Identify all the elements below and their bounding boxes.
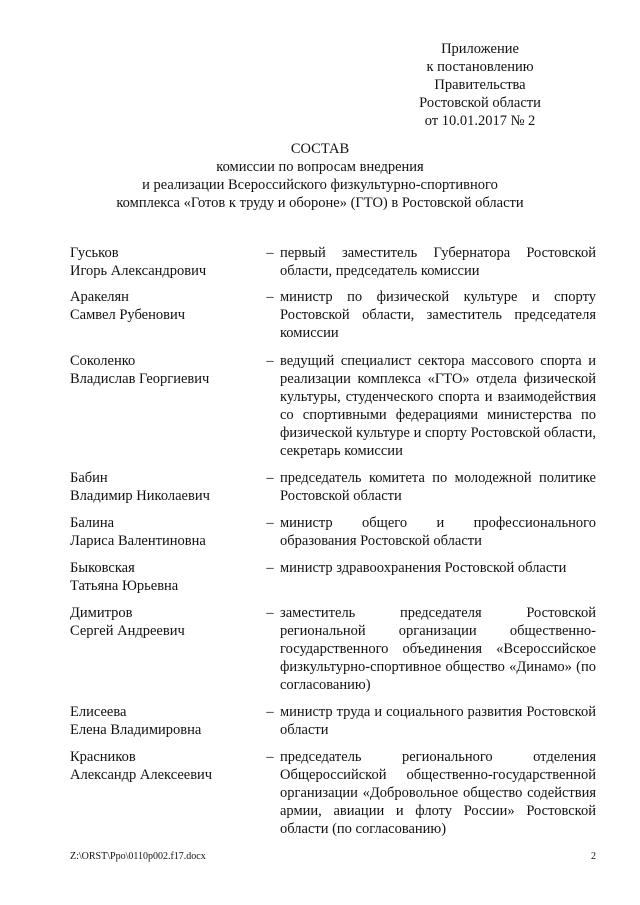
member-row (70, 352, 596, 460)
member-dash: – (266, 515, 274, 531)
member-dash: – (266, 605, 274, 621)
member-dash: – (266, 704, 274, 720)
member-given-name: Сергей Андреевич (70, 623, 185, 639)
member-name (70, 748, 260, 838)
member-given-name: Игорь Александрович (70, 263, 207, 279)
member-dash: – (266, 470, 274, 486)
member-row (70, 604, 596, 694)
member-dash: – (266, 245, 274, 261)
appendix-line: Правительства (434, 77, 526, 93)
member-row (70, 244, 596, 280)
member-given-name: Татьяна Юрьевна (70, 578, 179, 594)
member-name (70, 703, 260, 739)
member-given-name: Александр Алексеевич (70, 767, 213, 783)
appendix-date-line: от 10.01.2017 № 2 (424, 113, 536, 129)
member-dash: – (266, 353, 274, 369)
member-role: министр общего и профессионального образования Ростовской области (280, 515, 596, 549)
member-name (70, 244, 260, 280)
member-name (70, 288, 260, 342)
member-given-name: Лариса Валентиновна (70, 533, 206, 549)
appendix-line: Ростовской области (419, 95, 541, 111)
appendix-line: Приложение (441, 41, 519, 57)
member-surname: Димитров (70, 605, 133, 621)
member-name (70, 514, 260, 550)
member-row (70, 514, 596, 550)
member-name (70, 559, 260, 595)
member-dash: – (266, 560, 274, 576)
member-surname: Аракелян (70, 289, 129, 305)
member-role: министр труда и социального развития Ростовской области (280, 704, 596, 738)
member-name (70, 469, 260, 505)
member-surname: Красников (70, 749, 136, 765)
member-surname: Соколенко (70, 353, 136, 369)
member-given-name: Елена Владимировна (70, 722, 202, 738)
member-row (70, 703, 596, 739)
appendix-line: к постановлению (426, 59, 534, 75)
member-role: ведущий специалист сектора массового спорта и реализации комплекса «ГТО» отдела физической культуры, студенческого спорта и взаимодействия со спортивными федерациями министерства по физической культуре и спорту Ростовской области, секретарь комиссии (280, 353, 596, 459)
member-surname: Бабин (70, 470, 108, 486)
member-surname: Гуськов (70, 245, 119, 261)
title-line: комплекса «Готов к труду и обороне» (ГТО) в Ростовской области (116, 195, 524, 211)
member-role: председатель регионального отделения Общероссийской общественно-государственной организации «Добровольное общество содействия армии, авиации и флоту России» Ростовской области (по согласованию) (280, 749, 596, 837)
member-role: министр здравоохранения Ростовской области (280, 560, 567, 576)
member-given-name: Владимир Николаевич (70, 488, 210, 504)
member-list (70, 235, 596, 838)
document-title (0, 140, 640, 212)
member-name (70, 352, 260, 460)
title-line: и реализации Всероссийского физкультурно-спортивного (142, 177, 498, 193)
member-dash: – (266, 289, 274, 305)
member-role: заместитель председателя Ростовской региональной организации общественно-государственного объединения «Всероссийское физкультурно-спортивное общество «Динамо» (по согласованию) (280, 605, 596, 693)
member-role: министр по физической культуре и спорту Ростовской области, заместитель председателя комиссии (280, 289, 596, 341)
member-name (70, 604, 260, 694)
title-line: комиссии по вопросам внедрения (216, 159, 424, 175)
appendix-header (390, 40, 570, 130)
member-role: первый заместитель Губернатора Ростовской области, председатель комиссии (280, 245, 596, 279)
page-number: 2 (591, 851, 596, 862)
member-surname: Балина (70, 515, 115, 531)
member-given-name: Владислав Георгиевич (70, 371, 210, 387)
member-given-name: Самвел Рубенович (70, 307, 185, 323)
member-surname: Быковская (70, 560, 135, 576)
member-row (70, 469, 596, 505)
member-role: председатель комитета по молодежной политике Ростовской области (280, 470, 596, 504)
member-row (70, 559, 596, 595)
member-row (70, 288, 596, 342)
member-dash: – (266, 749, 274, 765)
member-row (70, 748, 596, 838)
title-heading: СОСТАВ (290, 141, 350, 157)
footer-file-path: Z:\ORST\Ppo\0110p002.f17.docx (70, 851, 206, 862)
page-footer (70, 851, 596, 863)
member-surname: Елисеева (70, 704, 127, 720)
